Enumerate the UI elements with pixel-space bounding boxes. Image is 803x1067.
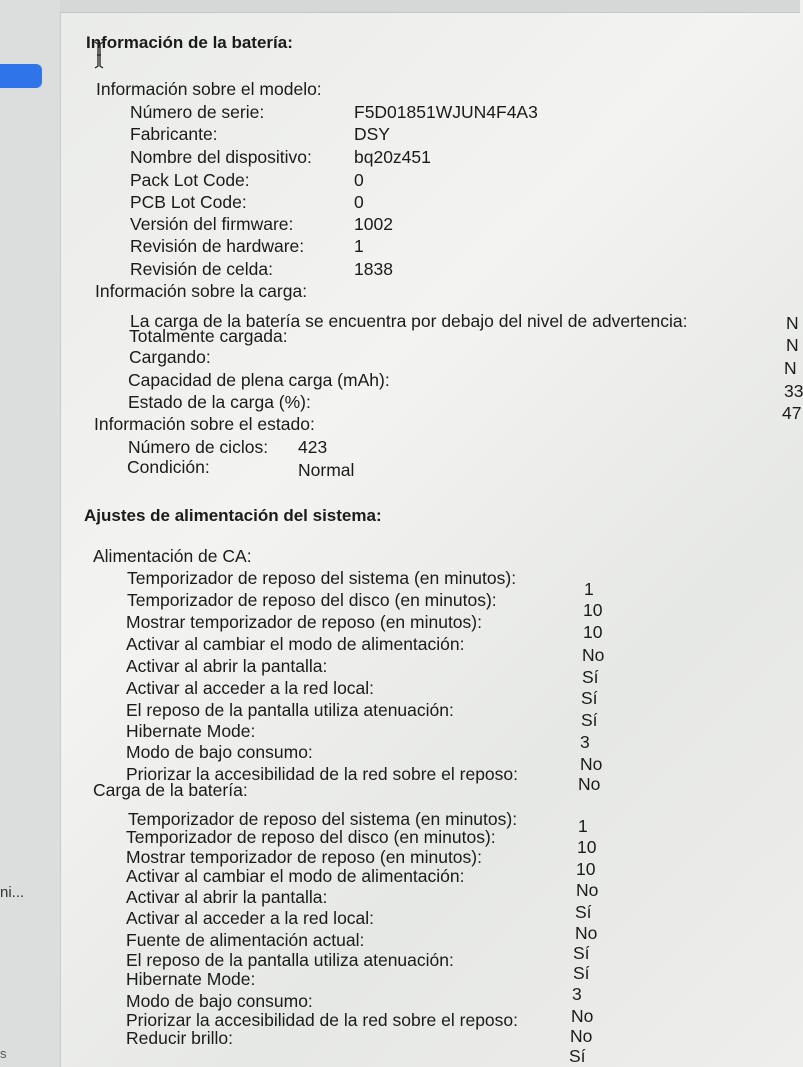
charge-label: Capacidad de plena carga (mAh): bbox=[128, 370, 390, 390]
charge-label: Estado de la carga (%): bbox=[128, 392, 311, 412]
battery-power-value: Sí bbox=[573, 963, 590, 983]
battery-power-label: Reducir brillo: bbox=[126, 1028, 233, 1048]
ac-label: Temporizador de reposo del disco (en minutos): bbox=[127, 590, 497, 610]
battery-power-label: Activar al cambiar el modo de alimentación: bbox=[126, 866, 465, 886]
charge-value: N bbox=[786, 335, 799, 355]
status-label: Condición: bbox=[127, 457, 210, 477]
charge-value: N bbox=[786, 313, 799, 333]
model-label: Pack Lot Code: bbox=[130, 170, 250, 190]
ac-label: Modo de bajo consumo: bbox=[126, 742, 313, 762]
ac-value: 10 bbox=[583, 622, 603, 642]
battery-power-label: Hibernate Mode: bbox=[126, 969, 256, 989]
battery-power-value: Sí bbox=[569, 1046, 586, 1066]
ac-label: Priorizar la accesibilidad de la red sobre el reposo: bbox=[126, 764, 519, 784]
ac-label: El reposo de la pantalla utiliza atenuación: bbox=[126, 700, 454, 720]
ac-label: Activar al abrir la pantalla: bbox=[126, 656, 328, 676]
status-value: Normal bbox=[298, 460, 355, 480]
ac-value: No bbox=[582, 645, 605, 665]
battery-power-label: Priorizar la accesibilidad de la red sobre el reposo: bbox=[126, 1010, 519, 1030]
battery-info-title: Información de la batería: bbox=[86, 33, 293, 52]
charge-value: 33 bbox=[784, 381, 803, 401]
battery-power-label: Activar al acceder a la red local: bbox=[126, 908, 375, 928]
ac-value: Sí bbox=[582, 667, 599, 687]
ac-label: Activar al acceder a la red local: bbox=[126, 678, 375, 698]
ac-value: No bbox=[580, 754, 603, 774]
ac-value: 1 bbox=[584, 579, 594, 599]
charge-label: Totalmente cargada: bbox=[129, 326, 288, 346]
battery-power-value: 10 bbox=[576, 859, 596, 879]
model-value: 1002 bbox=[354, 214, 393, 234]
ac-value: Sí bbox=[581, 688, 598, 708]
ac-label: Mostrar temporizador de reposo (en minutos): bbox=[126, 612, 482, 632]
model-label: PCB Lot Code: bbox=[130, 192, 247, 212]
battery-power-value: No bbox=[570, 1026, 593, 1046]
battery-power-value: No bbox=[576, 880, 599, 900]
battery-power-heading: Carga de la batería: bbox=[93, 780, 248, 800]
ac-value: 3 bbox=[580, 732, 590, 752]
battery-power-label: Temporizador de reposo del sistema (en minutos): bbox=[128, 809, 518, 829]
charge-value: 47 bbox=[782, 403, 802, 423]
battery-power-label: Fuente de alimentación actual: bbox=[126, 930, 365, 950]
battery-power-value: 1 bbox=[578, 816, 588, 836]
model-value: 0 bbox=[354, 192, 364, 212]
battery-power-label: El reposo de la pantalla utiliza atenuación: bbox=[126, 950, 454, 970]
battery-power-value: No bbox=[575, 923, 598, 943]
model-value: DSY bbox=[354, 124, 390, 144]
model-label: Revisión de celda: bbox=[130, 259, 273, 279]
charge-heading: Información sobre la carga: bbox=[95, 281, 308, 301]
battery-power-label: Temporizador de reposo del disco (en minutos): bbox=[126, 827, 496, 847]
status-heading: Información sobre el estado: bbox=[94, 414, 315, 434]
model-heading: Información sobre el modelo: bbox=[96, 79, 322, 99]
status-label: Número de ciclos: bbox=[128, 437, 269, 457]
text-cursor-icon bbox=[94, 40, 104, 70]
battery-power-value: Sí bbox=[575, 902, 592, 922]
model-value: 1 bbox=[354, 236, 364, 256]
status-value: 423 bbox=[298, 437, 328, 457]
ac-label: Temporizador de reposo del sistema (en minutos): bbox=[127, 568, 517, 588]
ac-heading: Alimentación de CA: bbox=[93, 546, 252, 566]
ac-value: No bbox=[578, 774, 601, 794]
model-label: Versión del firmware: bbox=[130, 214, 294, 234]
model-value: F5D01851WJUN4F4A3 bbox=[354, 102, 538, 122]
battery-power-label: Activar al abrir la pantalla: bbox=[126, 887, 328, 907]
model-label: Nombre del dispositivo: bbox=[130, 147, 312, 167]
sidebar-item-partial[interactable]: s bbox=[0, 1046, 7, 1061]
power-settings-title: Ajustes de alimentación del sistema: bbox=[84, 506, 382, 525]
ac-value: 10 bbox=[583, 600, 603, 620]
battery-power-label: Modo de bajo consumo: bbox=[126, 991, 313, 1011]
ac-label: Hibernate Mode: bbox=[126, 721, 256, 741]
battery-power-value: Sí bbox=[573, 943, 590, 963]
sidebar-item-truncated[interactable]: ni... bbox=[0, 884, 25, 901]
charge-label: Cargando: bbox=[129, 347, 211, 367]
model-label: Fabricante: bbox=[130, 124, 218, 144]
model-label: Número de serie: bbox=[130, 102, 265, 122]
battery-power-value: No bbox=[571, 1006, 594, 1026]
battery-power-label: Mostrar temporizador de reposo (en minutos): bbox=[126, 847, 482, 867]
ac-value: Sí bbox=[581, 710, 598, 730]
charge-value: N bbox=[784, 358, 797, 378]
charge-label: La carga de la batería se encuentra por debajo del nivel de advertencia: bbox=[130, 311, 688, 331]
model-value: bq20z451 bbox=[354, 147, 431, 167]
ac-label: Activar al cambiar el modo de alimentación: bbox=[126, 634, 465, 654]
battery-power-value: 3 bbox=[572, 984, 582, 1004]
battery-power-value: 10 bbox=[577, 837, 597, 857]
model-value: 0 bbox=[354, 170, 364, 190]
model-value: 1838 bbox=[354, 259, 393, 279]
model-label: Revisión de hardware: bbox=[130, 236, 305, 256]
